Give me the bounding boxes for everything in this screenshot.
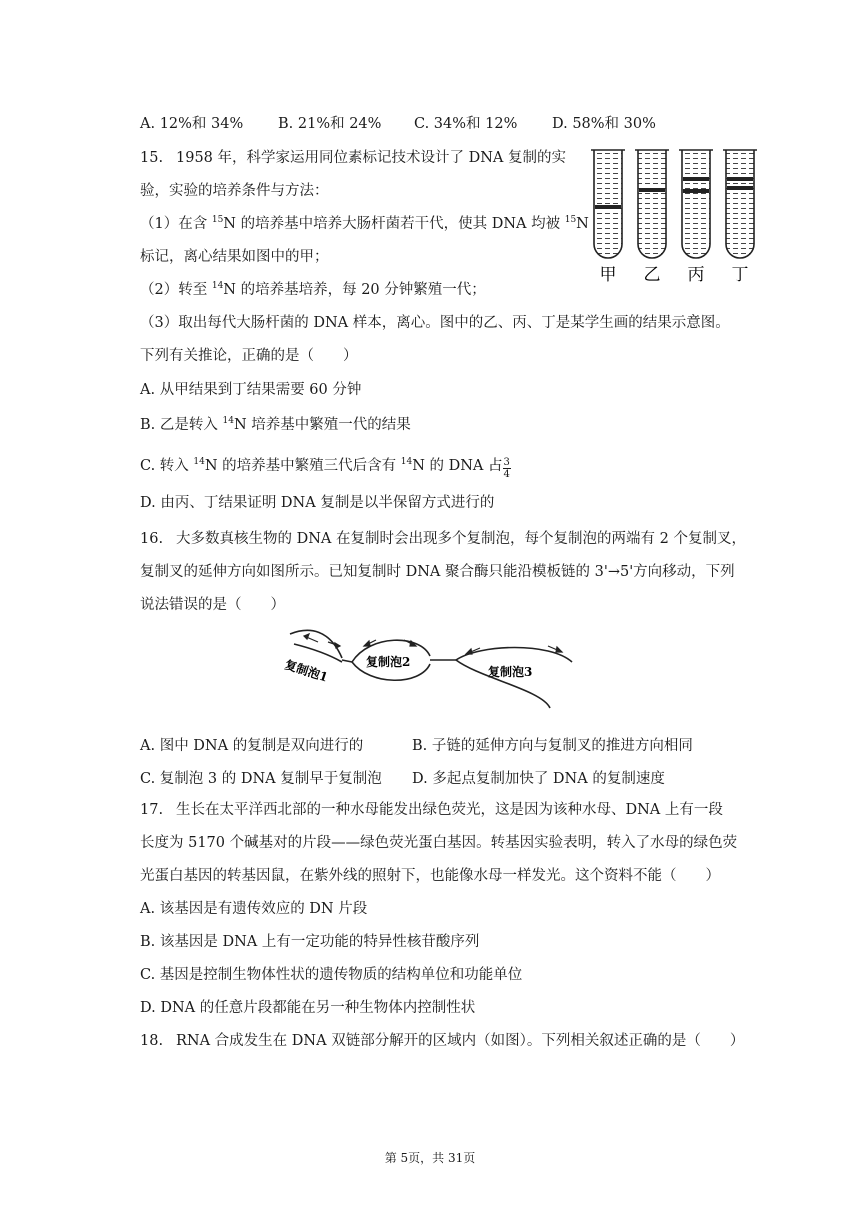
tube-label-jia: 甲 (599, 265, 617, 285)
tube-label-ding: 丁 (731, 265, 749, 285)
tube-jia (591, 150, 625, 258)
q16-stem-line2: 复制叉的延伸方向如图所示。已知复制时 DNA 聚合酶只能沿模板链的 3'→5'方向移动，下列 (140, 564, 735, 580)
q15-question: 下列有关推论，正确的是（ ） (140, 348, 358, 364)
q15-number: 15. (140, 150, 164, 166)
q15-stem-line2: 验，实验的培养条件与方法： (140, 183, 329, 199)
tube-bing (679, 150, 713, 258)
bubble-label-2: 复制泡2 (366, 655, 411, 669)
q17-option-c: C. 基因是控制生物体性状的遗传物质的结构单位和功能单位 (140, 967, 523, 983)
q15-condition-1: （1）在含 $^{15}$N 的培养基中培养大肠杆菌若干代，使其 DNA 均被 $^{15}$N (140, 215, 589, 232)
replication-bubbles-figure (280, 620, 580, 712)
q14-option-b: B. 21%和 24% (278, 116, 382, 132)
q15-option-c: C. 转入 $^{14}$N 的培养基中繁殖三代后含有 $^{14}$N 的 DNA 占 $\frac{3}{4}$ (140, 457, 510, 480)
q15-condition-2: （2）转至 $^{14}$N 的培养基培养，每 20 分钟繁殖一代； (140, 281, 486, 298)
q17-number: 17. (140, 802, 164, 818)
q16-number: 16. (140, 531, 164, 547)
q15-option-b: B. 乙是转入 $^{14}$N 培养基中繁殖一代的结果 (140, 416, 411, 433)
q17-stem-line3: 光蛋白基因的转基因鼠，在紫外线的照射下，也能像水母一样发光。这个资料不能（ ） (140, 868, 720, 884)
q17-option-a: A. 该基因是有遗传效应的 DN 片段 (140, 901, 368, 917)
q14-option-a: A. 12%和 34% (140, 116, 244, 132)
tube-yi (635, 150, 669, 258)
q16-option-a: A. 图中 DNA 的复制是双向进行的 (140, 738, 364, 754)
q15-condition-3: （3）取出每代大肠杆菌的 DNA 样本，离心。图中的乙、丙、丁是某学生画的结果示意图。 (140, 315, 730, 331)
q16-options-row2 (140, 767, 740, 787)
q15-option-d: D. 由丙、丁结果证明 DNA 复制是以半保留方式进行的 (140, 495, 495, 511)
centrifuge-tubes-figure (588, 146, 760, 286)
q16-option-d: D. 多起点复制加快了 DNA 的复制速度 (412, 771, 665, 787)
q17-option-d: D. DNA 的任意片段都能在另一种生物体内控制性状 (140, 1000, 476, 1016)
q17-option-b: B. 该基因是 DNA 上有一定功能的特异性核苷酸序列 (140, 934, 480, 950)
q14-options (140, 112, 700, 132)
q17-stem-line1: 17. 生长在太平洋西北部的一种水母能发出绿色荧光，这是因为该种水母、DNA 上有一段 (140, 802, 723, 818)
fraction-three-quarters: $\frac{3}{4}$ (503, 457, 510, 480)
q17-stem-line2: 长度为 5170 个碱基对的片段——绿色荧光蛋白基因。转基因实验表明，转入了水母的绿色荧 (140, 835, 738, 851)
bubble-label-1: 复制泡1 (283, 657, 330, 685)
q14-option-d: D. 58%和 30% (552, 116, 656, 132)
q18-number: 18. (140, 1033, 164, 1049)
q15-option-a: A. 从甲结果到丁结果需要 60 分钟 (140, 382, 362, 398)
bubble-label-3: 复制泡3 (488, 665, 533, 679)
q16-stem-line3: 说法错误的是（ ） (140, 597, 285, 613)
q18-stem-line1: 18. RNA 合成发生在 DNA 双链部分解开的区域内（如图）。下列相关叙述正确的是（ ） (140, 1033, 745, 1049)
q16-options-row1 (140, 734, 740, 754)
q15-condition-1-cont: 标记，离心结果如图中的甲； (140, 249, 329, 265)
q14-option-c: C. 34%和 12% (414, 116, 518, 132)
tube-label-yi: 乙 (643, 265, 661, 285)
tube-ding (723, 150, 757, 258)
q16-option-c: C. 复制泡 3 的 DNA 复制早于复制泡 (140, 771, 382, 787)
q15-stem-line1: 15. 1958 年，科学家运用同位素标记技术设计了 DNA 复制的实 (140, 150, 567, 166)
q16-stem-line1: 16. 大多数真核生物的 DNA 在复制时会出现多个复制泡，每个复制泡的两端有 2 个复制叉， (140, 531, 746, 547)
tube-label-bing: 丙 (687, 265, 705, 285)
q16-option-b: B. 子链的延伸方向与复制叉的推进方向相同 (412, 738, 693, 754)
page-footer: 第 5页，共 31页 (384, 1151, 476, 1165)
